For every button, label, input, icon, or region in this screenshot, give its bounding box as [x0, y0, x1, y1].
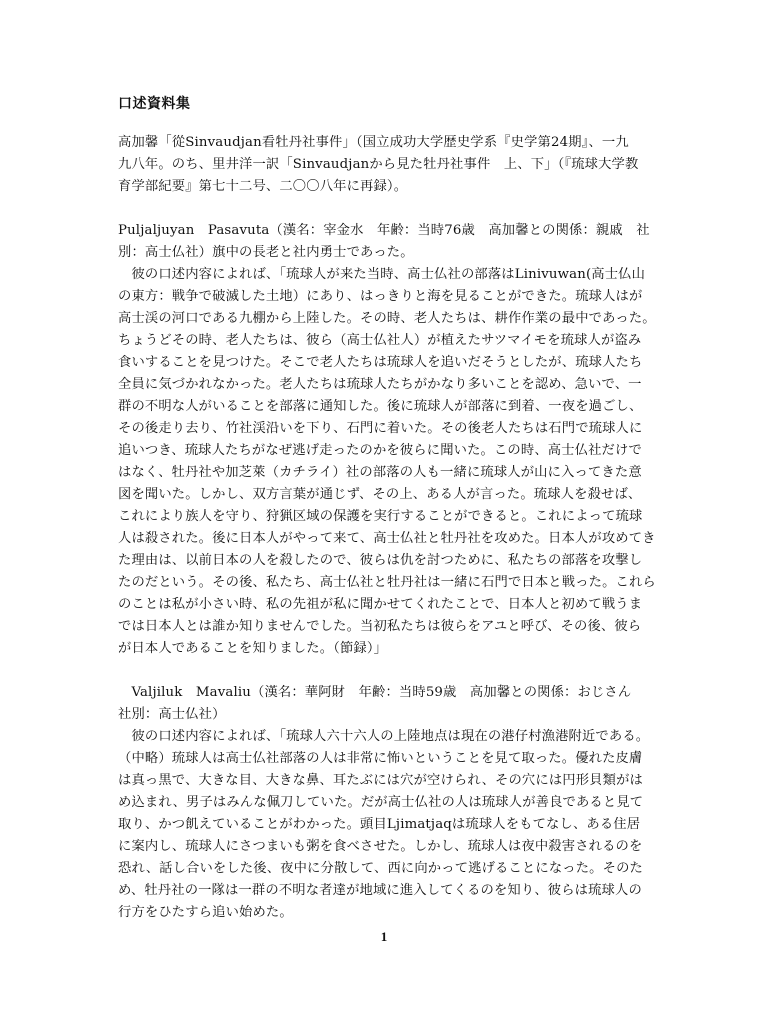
source-citation-line: 育学部紀要』第七十二号、二〇〇八年に再録）。: [118, 179, 408, 194]
testimony-1-line: た理由は、以前日本の人を殺したので、彼らは仇を討つために、私たちの部落を攻撃し: [118, 553, 643, 568]
testimony-1-line: の東方：戦争で破滅した土地）にあり、はっきりと海を見ることができた。琉球人はが: [118, 289, 643, 304]
testimony-2-line: め込まれ、男子はみんな佩刀していた。だが高士仏社の人は琉球人が善良であると見て: [118, 795, 644, 810]
testimony-1-line: 人は殺された。後に日本人がやって来て、高士仏社と牡丹社を攻めた。日本人が攻めてき: [118, 531, 656, 546]
testimony-1-line: 図を聞いた。しかし、双方言葉が通じず、その上、ある人が言った。琉球人を殺せば、: [118, 487, 642, 502]
testimony-1-line: これにより族人を守り、狩猟区域の保護を実行することができると。これによって琉球: [118, 509, 643, 524]
testimony-2-line: 彼の口述内容によれば、「琉球人六十六人の上陸地点は現在の港仔村漁港附近である。: [118, 729, 650, 744]
testimony-1-line: 全員に気づかれなかった。老人たちは琉球人たちがかなり多いことを認め、急いで、一: [118, 377, 642, 392]
testimony-1-line: 別：高士仏社）旗中の長老と社内勇士であった。: [118, 245, 414, 260]
page-number: 1: [380, 929, 388, 944]
testimony-2-line: め、牡丹社の一隊は一群の不明な者達が地域に進入してくるのを知り、彼らは琉球人の: [118, 883, 642, 898]
testimony-2-line: は真っ黒で、大きな目、大きな鼻、耳たぶには穴が空けられ、その穴には円形貝類がは: [118, 773, 643, 788]
testimony-2-line: 恐れ、話し合いをした後、夜中に分散して、西に向かって逃げることになった。そのた: [118, 861, 643, 876]
testimony-1-line: Puljaljuyan Pasavuta（漢名：宰金水 年齢：当時76歳 高加馨との関係：親戚 社: [118, 223, 650, 238]
testimony-1-line: はなく、牡丹社や加芝萊（カチライ）社の部落の人も一緒に琉球人が山に入ってきた意: [118, 465, 642, 480]
testimony-1-line: のことは私が小さい時、私の先祖が私に聞かせてくれたことで、日本人と初めて戦うま: [118, 597, 643, 612]
testimony-1-line: ちょうどその時、老人たちは、彼ら（高士仏社人）が植えたサツマイモを琉球人が盗み: [118, 333, 642, 348]
testimony-1-line: たのだという。その後、私たち、高士仏社と牡丹社は一緒に石門で日本と戦った。これら: [118, 575, 656, 590]
testimony-1-line: 追いつき、琉球人たちがなぜ逃げ走ったのかを彼らに聞いた。この時、高士仏社だけで: [118, 443, 642, 458]
testimony-2-line: に案内し、琉球人にさつまいも粥を食べさせた。しかし、琉球人は夜中殺害されるのを: [118, 839, 643, 854]
testimony-2-line: 行方をひたすら追い始めた。: [118, 905, 293, 920]
testimony-1-line: 彼の口述内容によれば、「琉球人が来た当時、高士仏社の部落はLinivuwan(高士仏山: [118, 267, 646, 282]
testimony-1-line: では日本人とは誰か知りませんでした。当初私たちは彼らをアユと呼び、その後、彼ら: [118, 619, 642, 634]
testimony-2-line: （中略）琉球人は高士仏社部落の人は非常に怖いということを見て取った。優れた皮膚: [118, 751, 643, 766]
testimony-2-line: 社別：高士仏社）: [118, 707, 226, 722]
source-citation-line: 高加馨「從Sinvaudjan看牡丹社事件」（国立成功大学歴史学系『史学第24期』、一九: [118, 135, 629, 150]
testimony-1-line: 群の不明な人がいることを部落に通知した。後に琉球人が部落に到着、一夜を過ごし、: [118, 399, 643, 414]
testimony-1-line: が日本人であることを知りました。（節録）」: [118, 641, 388, 656]
source-citation-line: 九八年。のち、里井洋一訳「Sinvaudjanから見た牡丹社事件 上、下」（『琉球大学教: [118, 157, 639, 172]
testimony-2-line: 取り、かつ飢えていることがわかった。頭目Ljimatjaqは琉球人をもてなし、ある住居: [118, 817, 641, 832]
section-heading: 口述資料集: [118, 96, 191, 112]
testimony-1-line: 食いすることを見つけた。そこで老人たちは琉球人を追いだそうとしたが、琉球人たち: [118, 355, 643, 370]
testimony-2-line: Valjiluk Mavaliu（漢名：華阿財 年齢：当時59歳 高加馨との関係：おじさん: [118, 685, 632, 700]
testimony-1-line: その後走り去り、竹社渓沿いを下り、石門に着いた。その後老人たちは石門で琉球人に: [118, 421, 643, 436]
testimony-1-line: 高士渓の河口である九棚から上陸した。その時、老人たちは、耕作作業の最中であった。: [118, 311, 656, 326]
